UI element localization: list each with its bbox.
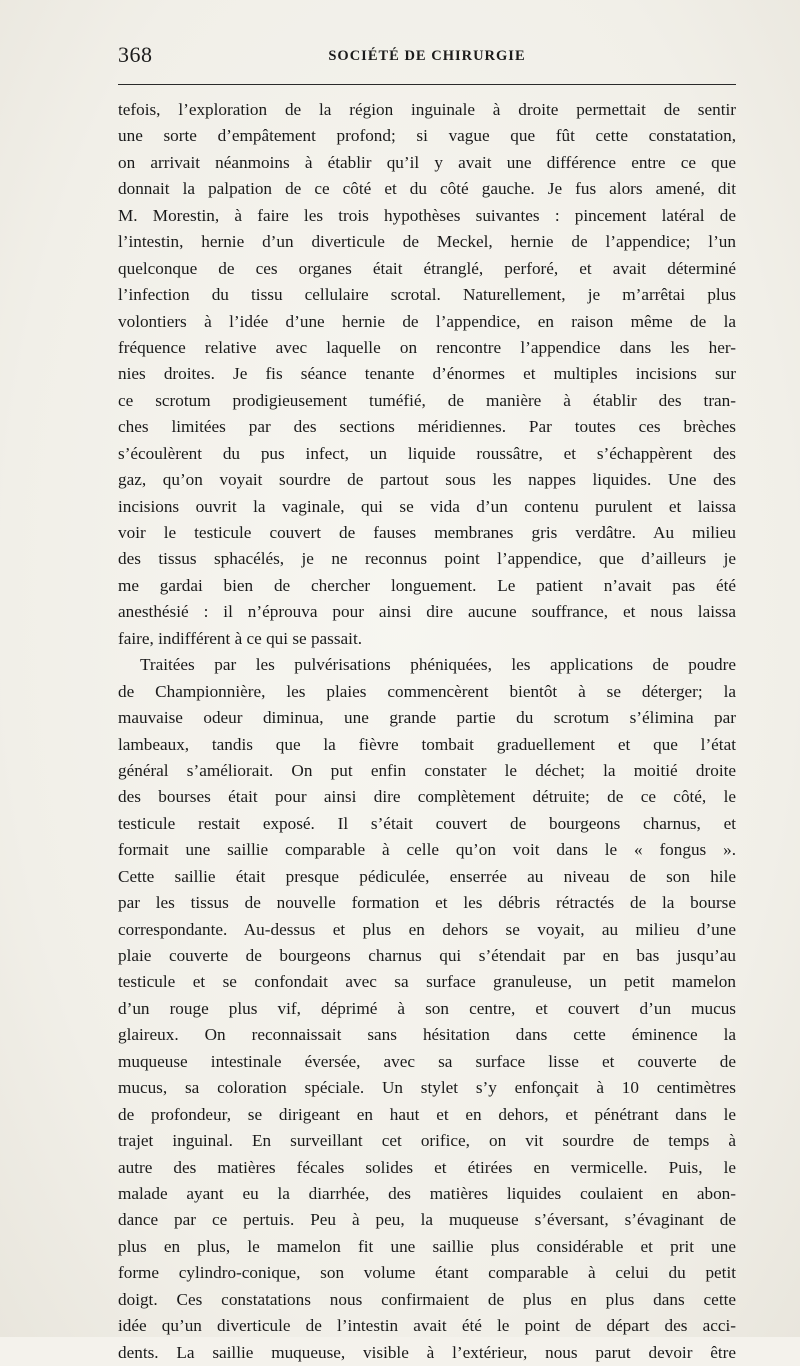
body-text xyxy=(118,97,736,1366)
text-line: quelconque de ces organes était étranglé, perforé, et avait déterminé xyxy=(118,258,736,278)
text-line: testicule et se confondait avec sa surface granuleuse, un petit mamelon xyxy=(118,972,736,992)
text-line: mucus, sa coloration spéciale. Un stylet s’y enfonçait à 10 centimètres xyxy=(118,1078,736,1098)
text-line: gaz, qu’on voyait sourdre de partout sous les nappes liquides. Une des xyxy=(118,470,736,490)
text-line: plus en plus, le mamelon fit une saillie plus considérable et prit une xyxy=(118,1236,736,1256)
text-line: voir le testicule couvert de fauses membranes gris verdâtre. Au milieu xyxy=(118,523,736,542)
text-line: anesthésié : il n’éprouva pour ainsi dire aucune souffrance, et nous laissa xyxy=(118,602,736,622)
text-line: volontiers à l’idée d’une hernie de l’appendice, en raison même de la xyxy=(118,311,736,331)
text-line: autre des matières fécales solides et étirées en vermicelle. Puis, le xyxy=(118,1157,736,1177)
text-line: des bourses était pour ainsi dire complètement détruite; de ce côté, le xyxy=(118,787,736,807)
text-line-paragraph-start: Traitées par les pulvérisations phéniquées, les applications de poudre xyxy=(140,655,736,675)
text-line: M. Morestin, à faire les trois hypothèses suivantes : pincement latéral de xyxy=(118,205,736,225)
text-line: lambeaux, tandis que la fièvre tombait graduellement et que l’état xyxy=(118,734,736,754)
text-line: ches limitées par des sections méridiennes. Par toutes ces brèches xyxy=(118,417,736,437)
text-line: dents. La saillie muqueuse, visible à l’extérieur, nous parut devoir être xyxy=(118,1342,736,1362)
text-line: idée qu’un diverticule de l’intestin avait été le point de départ des acci- xyxy=(118,1316,736,1336)
text-line: formait une saillie comparable à celle qu’on voit dans le « fongus ». xyxy=(118,840,736,860)
text-line: dance par ce pertuis. Peu à peu, la muqueuse s’éversant, s’évaginant de xyxy=(118,1210,736,1230)
text-line: tefois, l’exploration de la région inguinale à droite permettait de sentir xyxy=(118,100,736,119)
running-title: SOCIÉTÉ DE CHIRURGIE xyxy=(328,48,526,64)
text-line: par les tissus de nouvelle formation et les débris rétractés de la bourse xyxy=(118,893,736,913)
text-line: l’intestin, hernie d’un diverticule de Meckel, hernie de l’appendice; l’un xyxy=(118,232,736,252)
text-line: une sorte d’empâtement profond; si vague que fût cette constatation, xyxy=(118,126,736,146)
text-line: de Championnière, les plaies commencèrent bientôt à se déterger; la xyxy=(118,681,736,701)
text-line: donnait la palpation de ce côté et du côté gauche. Je fus alors amené, dit xyxy=(118,179,736,199)
page-header xyxy=(118,42,736,72)
text-line: incisions ouvrit la vaginale, qui se vida d’un contenu purulent et laissa xyxy=(118,496,736,516)
text-line: forme cylindro-conique, son volume étant comparable à celui du petit xyxy=(118,1263,736,1283)
text-line: général s’améliorait. On put enfin constater le déchet; la moitié droite xyxy=(118,760,736,780)
text-line: de profondeur, se dirigeant en haut et en dehors, et pénétrant dans le xyxy=(118,1104,736,1124)
text-line: testicule restait exposé. Il s’était couvert de bourgeons charnus, et xyxy=(118,813,736,833)
text-line: s’écoulèrent du pus infect, un liquide roussâtre, et s’échappèrent des xyxy=(118,443,736,463)
text-line: correspondante. Au-dessus et plus en dehors se voyait, au milieu d’une xyxy=(118,919,736,939)
text-line-paragraph-end: faire, indifférent à ce qui se passait. xyxy=(118,628,363,648)
page-number: 368 xyxy=(118,42,153,67)
text-line: mauvaise odeur diminua, une grande partie du scrotum s’élimina par xyxy=(118,708,736,728)
text-line: ce scrotum prodigieusement tuméfié, de manière à établir des tran- xyxy=(118,390,736,410)
text-line: muqueuse intestinale éversée, avec sa surface lisse et couverte de xyxy=(118,1051,736,1071)
text-line: malade ayant eu la diarrhée, des matières liquides coulaient en abon- xyxy=(118,1183,736,1203)
text-line: plaie couverte de bourgeons charnus qui s’étendait par en bas jusqu’au xyxy=(118,946,736,965)
text-line: l’infection du tissu cellulaire scrotal. Naturellement, je m’arrêtai plus xyxy=(118,285,736,305)
header-rule xyxy=(118,84,736,85)
text-line: glaireux. On reconnaissait sans hésitation dans cette éminence la xyxy=(118,1025,736,1045)
text-line: trajet inguinal. En surveillant cet orifice, on vit sourdre de temps à xyxy=(118,1131,736,1151)
text-line: d’un rouge plus vif, déprimé à son centre, et couvert d’un mucus xyxy=(118,998,736,1018)
text-line: fréquence relative avec laquelle on rencontre l’appendice dans les her- xyxy=(118,337,736,357)
text-line: Cette saillie était presque pédiculée, enserrée au niveau de son hile xyxy=(118,866,736,886)
text-line: doigt. Ces constatations nous confirmaient de plus en plus dans cette xyxy=(118,1289,736,1309)
text-line: me gardai bien de chercher longuement. Le patient n’avait pas été xyxy=(118,575,736,595)
text-line: nies droites. Je fis séance tenante d’énormes et multiples incisions sur xyxy=(118,364,736,384)
text-line: on arrivait néanmoins à établir qu’il y avait une différence entre ce que xyxy=(118,152,736,172)
text-line: des tissus sphacélés, je ne reconnus point l’appendice, que d’ailleurs je xyxy=(118,549,736,569)
